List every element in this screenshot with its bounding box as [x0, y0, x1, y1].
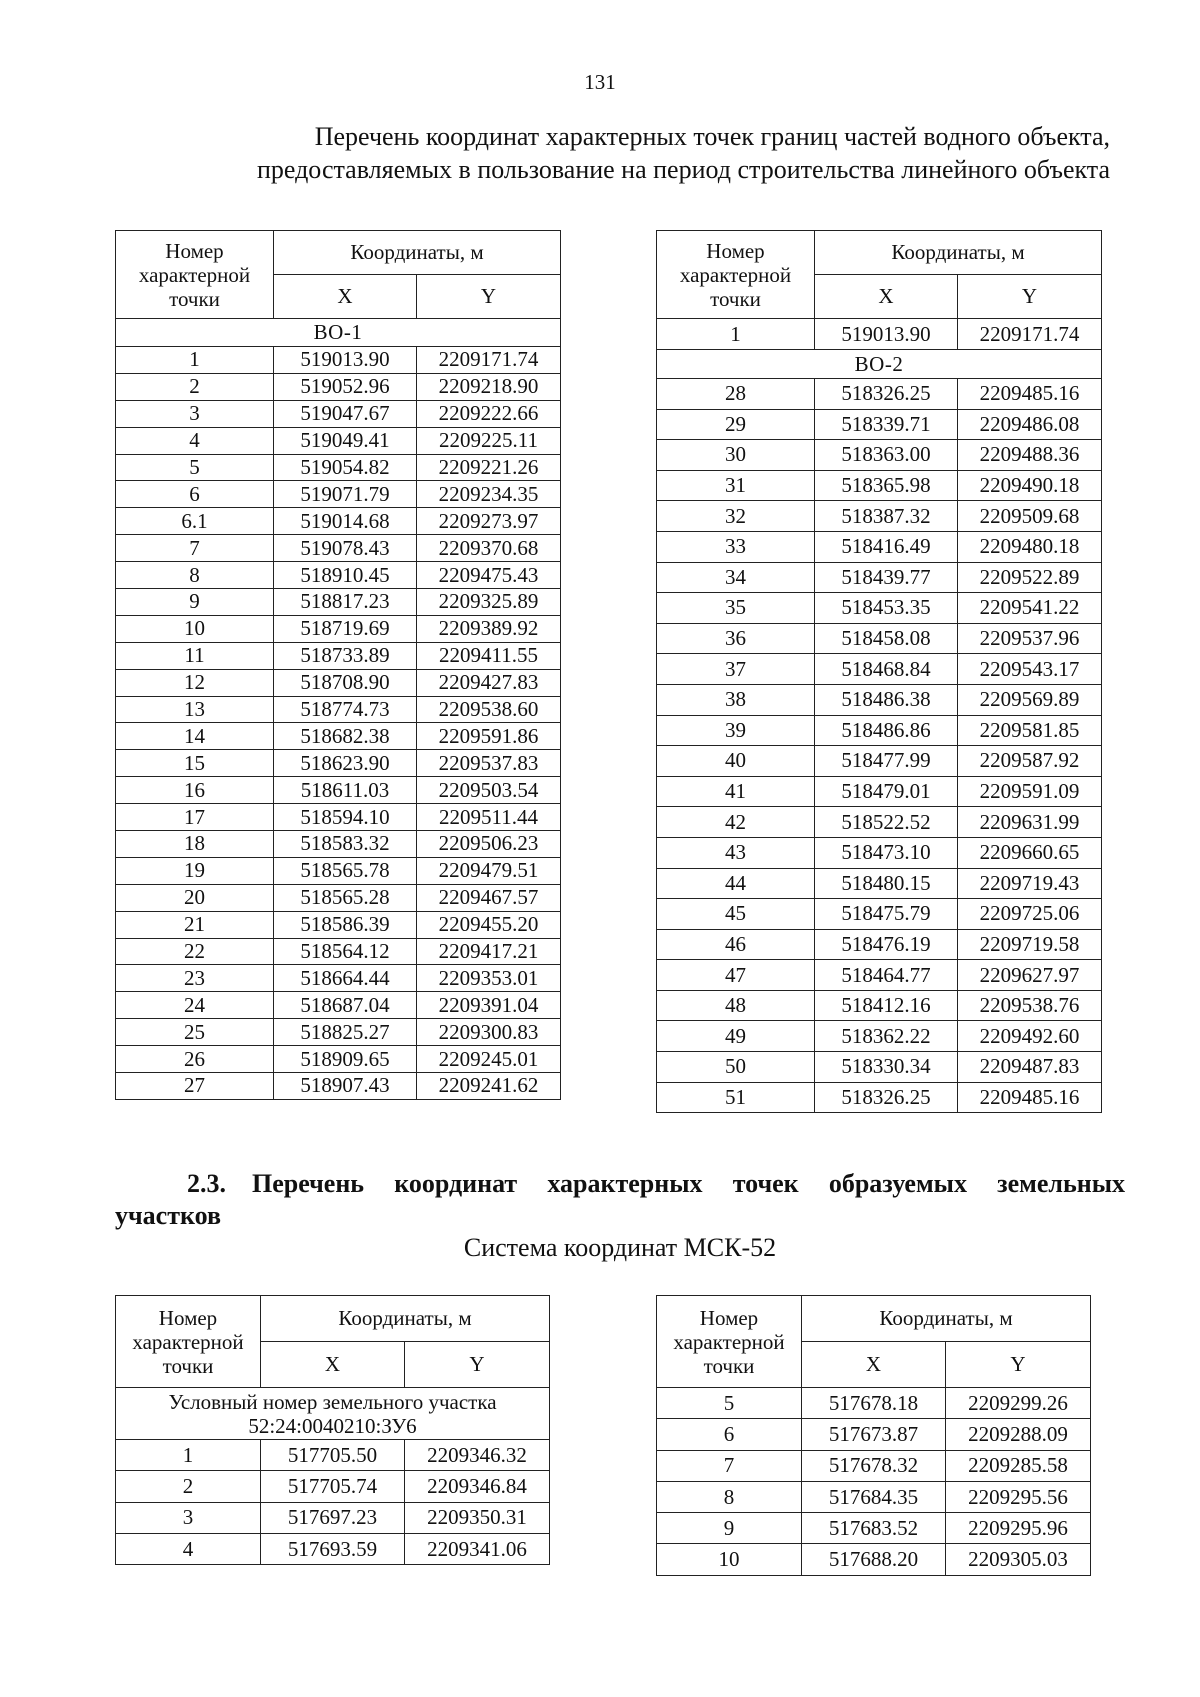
cell-x: 518475.79	[815, 899, 958, 930]
cell-y: 2209541.22	[958, 593, 1102, 624]
cell-y: 2209719.58	[958, 929, 1102, 960]
cell-y: 2209660.65	[958, 837, 1102, 868]
cell-y: 2209245.01	[417, 1046, 561, 1073]
cell-point: 21	[116, 911, 274, 938]
cell-point: 30	[657, 440, 815, 471]
cell-x: 519013.90	[815, 319, 958, 350]
cell-point: 32	[657, 501, 815, 532]
cell-point: 51	[657, 1082, 815, 1113]
cell-x: 517693.59	[261, 1533, 405, 1564]
cell-point: 1	[116, 1440, 261, 1471]
table-row	[657, 899, 1102, 930]
cell-point: 31	[657, 470, 815, 501]
cell-point: 15	[116, 750, 274, 777]
coordinates-table-vo1	[115, 230, 561, 1100]
section-heading-line-1: Перечень координат характерных точек образуемых земельных	[252, 1169, 1125, 1198]
table-row	[657, 1481, 1091, 1512]
cell-x: 518473.10	[815, 837, 958, 868]
cell-x: 518586.39	[274, 911, 417, 938]
cell-x: 518733.89	[274, 642, 417, 669]
cell-x: 518910.45	[274, 562, 417, 589]
cell-x: 518687.04	[274, 992, 417, 1019]
section-number: 2.3.	[187, 1169, 226, 1198]
cell-x: 519014.68	[274, 508, 417, 535]
group-label-vo1: ВО-1	[116, 319, 561, 347]
cell-y: 2209288.09	[946, 1419, 1091, 1450]
cell-x: 518477.99	[815, 746, 958, 777]
cell-point: 18	[116, 831, 274, 858]
cell-point: 10	[657, 1544, 802, 1575]
cell-y: 2209221.26	[417, 454, 561, 481]
cell-x: 518565.78	[274, 857, 417, 884]
cell-y: 2209569.89	[958, 684, 1102, 715]
cell-y: 2209370.68	[417, 535, 561, 562]
table-row	[116, 1019, 561, 1046]
page-number: 131	[584, 70, 616, 94]
cell-x: 518439.77	[815, 562, 958, 593]
cell-x: 517673.87	[802, 1419, 946, 1450]
header-point-number: Номер характерной точки	[657, 1296, 802, 1388]
table-row	[116, 1471, 550, 1502]
cell-point: 50	[657, 1052, 815, 1083]
cell-point: 5	[116, 454, 274, 481]
cell-x: 518682.38	[274, 723, 417, 750]
cell-x: 518362.22	[815, 1021, 958, 1052]
cell-y: 2209222.66	[417, 400, 561, 427]
cell-x: 518326.25	[815, 1082, 958, 1113]
cell-x: 519049.41	[274, 427, 417, 454]
table-row	[657, 990, 1102, 1021]
cell-x: 517705.50	[261, 1440, 405, 1471]
table-row	[116, 481, 561, 508]
cell-y: 2209350.31	[405, 1502, 550, 1533]
section-heading-line-2: участков	[115, 1201, 222, 1230]
header-coordinates: Координаты, м	[261, 1296, 550, 1342]
table-row	[116, 454, 561, 481]
table-row	[657, 440, 1102, 471]
cell-y: 2209509.68	[958, 501, 1102, 532]
cell-x: 518522.52	[815, 807, 958, 838]
cell-x: 518825.27	[274, 1019, 417, 1046]
table-row	[657, 1388, 1091, 1419]
cell-y: 2209305.03	[946, 1544, 1091, 1575]
cell-x: 518365.98	[815, 470, 958, 501]
table-row	[116, 804, 561, 831]
table-row	[116, 427, 561, 454]
cell-point: 29	[657, 409, 815, 440]
cell-x: 518468.84	[815, 654, 958, 685]
header-coordinates: Координаты, м	[815, 231, 1102, 275]
cell-y: 2209346.32	[405, 1440, 550, 1471]
table-row	[116, 723, 561, 750]
header-coordinates: Координаты, м	[802, 1296, 1091, 1342]
table-row	[657, 746, 1102, 777]
cell-point: 7	[116, 535, 274, 562]
cell-y: 2209411.55	[417, 642, 561, 669]
cell-x: 518583.32	[274, 831, 417, 858]
cell-point: 4	[116, 427, 274, 454]
cell-x: 519047.67	[274, 400, 417, 427]
cell-point: 17	[116, 804, 274, 831]
header-point-number: Номер характерной точки	[116, 231, 274, 319]
cell-x: 518387.32	[815, 501, 958, 532]
cell-x: 518486.38	[815, 684, 958, 715]
table-row	[116, 373, 561, 400]
cell-point: 34	[657, 562, 815, 593]
cell-point: 7	[657, 1450, 802, 1481]
table-body	[657, 1388, 1091, 1576]
header-x: X	[802, 1342, 946, 1388]
cell-y: 2209506.23	[417, 831, 561, 858]
cell-point: 6.1	[116, 508, 274, 535]
cell-y: 2209719.43	[958, 868, 1102, 899]
cell-x: 519054.82	[274, 454, 417, 481]
table-row	[116, 347, 561, 374]
header-y: Y	[417, 275, 561, 319]
header-x: X	[274, 275, 417, 319]
cell-y: 2209171.74	[958, 319, 1102, 350]
cell-y: 2209486.08	[958, 409, 1102, 440]
cell-x: 518564.12	[274, 938, 417, 965]
cell-point: 43	[657, 837, 815, 868]
cell-point: 6	[116, 481, 274, 508]
cell-x: 518486.86	[815, 715, 958, 746]
cell-x: 518363.00	[815, 440, 958, 471]
cell-x: 518594.10	[274, 804, 417, 831]
table-row	[116, 750, 561, 777]
table-row	[116, 589, 561, 616]
cell-point: 10	[116, 615, 274, 642]
cell-point: 8	[116, 562, 274, 589]
cell-x: 517697.23	[261, 1502, 405, 1533]
cell-y: 2209479.51	[417, 857, 561, 884]
cell-y: 2209455.20	[417, 911, 561, 938]
table-row	[116, 1502, 550, 1533]
cell-x: 517688.20	[802, 1544, 946, 1575]
cell-x: 518464.77	[815, 960, 958, 991]
table-row	[116, 884, 561, 911]
document-title	[110, 120, 1110, 186]
cell-point: 39	[657, 715, 815, 746]
table-row	[657, 868, 1102, 899]
table-row	[116, 1440, 550, 1471]
cell-y: 2209299.26	[946, 1388, 1091, 1419]
cell-y: 2209427.83	[417, 669, 561, 696]
cell-x: 517684.35	[802, 1481, 946, 1512]
cell-x: 518907.43	[274, 1073, 417, 1100]
table-row	[116, 965, 561, 992]
cell-point: 26	[116, 1046, 274, 1073]
cell-y: 2209587.92	[958, 746, 1102, 777]
table-row	[116, 508, 561, 535]
table-row	[657, 837, 1102, 868]
cell-point: 22	[116, 938, 274, 965]
cell-y: 2209475.43	[417, 562, 561, 589]
table-row	[116, 911, 561, 938]
cell-x: 519052.96	[274, 373, 417, 400]
table-row	[657, 593, 1102, 624]
cell-y: 2209325.89	[417, 589, 561, 616]
cell-point: 6	[657, 1419, 802, 1450]
table-row	[657, 531, 1102, 562]
cell-y: 2209241.62	[417, 1073, 561, 1100]
cell-x: 518412.16	[815, 990, 958, 1021]
cell-x: 518479.01	[815, 776, 958, 807]
header-y: Y	[405, 1342, 550, 1388]
table-row	[116, 669, 561, 696]
cell-y: 2209218.90	[417, 373, 561, 400]
cell-point: 20	[116, 884, 274, 911]
cell-point: 14	[116, 723, 274, 750]
table-row	[657, 1052, 1102, 1083]
cell-point: 45	[657, 899, 815, 930]
cell-point: 1	[116, 347, 274, 374]
cell-y: 2209341.06	[405, 1533, 550, 1564]
table-row	[657, 379, 1102, 410]
cell-y: 2209285.58	[946, 1450, 1091, 1481]
cell-y: 2209234.35	[417, 481, 561, 508]
cell-x: 518339.71	[815, 409, 958, 440]
table-row	[657, 1513, 1091, 1544]
table-row	[657, 470, 1102, 501]
table-body	[116, 1440, 550, 1565]
cell-y: 2209353.01	[417, 965, 561, 992]
cell-y: 2209725.06	[958, 899, 1102, 930]
header-coordinates: Координаты, м	[274, 231, 561, 275]
cell-point: 16	[116, 777, 274, 804]
cell-y: 2209225.11	[417, 427, 561, 454]
cell-point: 42	[657, 807, 815, 838]
cell-y: 2209503.54	[417, 777, 561, 804]
cell-y: 2209300.83	[417, 1019, 561, 1046]
cell-y: 2209295.56	[946, 1481, 1091, 1512]
table-row	[116, 831, 561, 858]
header-x: X	[815, 275, 958, 319]
cell-x: 517678.32	[802, 1450, 946, 1481]
table-row	[657, 960, 1102, 991]
header-point-number: Номер характерной точки	[657, 231, 815, 319]
cell-point: 38	[657, 684, 815, 715]
cell-point: 2	[116, 373, 274, 400]
cell-point: 3	[116, 400, 274, 427]
table-row	[657, 929, 1102, 960]
table-row	[657, 654, 1102, 685]
cell-y: 2209591.09	[958, 776, 1102, 807]
table-row	[657, 1419, 1091, 1450]
cell-y: 2209467.57	[417, 884, 561, 911]
cell-y: 2209488.36	[958, 440, 1102, 471]
table-row	[116, 857, 561, 884]
cell-y: 2209492.60	[958, 1021, 1102, 1052]
table-row	[657, 1082, 1102, 1113]
cell-x: 517705.74	[261, 1471, 405, 1502]
cell-x: 518458.08	[815, 623, 958, 654]
cell-y: 2209543.17	[958, 654, 1102, 685]
cell-point: 33	[657, 531, 815, 562]
table-row	[657, 715, 1102, 746]
cell-x: 518719.69	[274, 615, 417, 642]
header-y: Y	[958, 275, 1102, 319]
cell-point: 41	[657, 776, 815, 807]
cell-point: 19	[116, 857, 274, 884]
title-line-1: Перечень координат характерных точек границ частей водного объекта,	[314, 122, 1110, 151]
cell-y: 2209537.96	[958, 623, 1102, 654]
cell-y: 2209490.18	[958, 470, 1102, 501]
cell-point: 12	[116, 669, 274, 696]
table-row	[657, 684, 1102, 715]
cell-point: 2	[116, 1471, 261, 1502]
cell-y: 2209485.16	[958, 1082, 1102, 1113]
table-row	[657, 501, 1102, 532]
cell-point: 49	[657, 1021, 815, 1052]
cell-y: 2209389.92	[417, 615, 561, 642]
cell-point: 9	[657, 1513, 802, 1544]
table-row	[116, 562, 561, 589]
coordinates-table-vo2	[656, 230, 1102, 1113]
table-row	[116, 615, 561, 642]
table-row	[657, 562, 1102, 593]
cell-y: 2209391.04	[417, 992, 561, 1019]
cell-x: 518817.23	[274, 589, 417, 616]
cell-point: 48	[657, 990, 815, 1021]
cell-point: 37	[657, 654, 815, 685]
table-row	[116, 777, 561, 804]
cell-point: 44	[657, 868, 815, 899]
land-plot-table-right	[656, 1295, 1091, 1576]
cell-y: 2209485.16	[958, 379, 1102, 410]
cell-point: 25	[116, 1019, 274, 1046]
cell-x: 518330.34	[815, 1052, 958, 1083]
table-row	[116, 992, 561, 1019]
cell-x: 518623.90	[274, 750, 417, 777]
table-row	[657, 1450, 1091, 1481]
header-x: X	[261, 1342, 405, 1388]
cell-y: 2209581.85	[958, 715, 1102, 746]
table-row	[657, 776, 1102, 807]
table-row	[657, 1544, 1091, 1575]
cell-x: 517683.52	[802, 1513, 946, 1544]
cell-x: 519071.79	[274, 481, 417, 508]
coordinate-system-subtitle: Система координат МСК-52	[463, 1233, 777, 1262]
cell-y: 2209295.96	[946, 1513, 1091, 1544]
cell-y: 2209171.74	[417, 347, 561, 374]
cell-point: 5	[657, 1388, 802, 1419]
cell-point: 11	[116, 642, 274, 669]
cell-x: 518774.73	[274, 696, 417, 723]
table-row	[116, 1046, 561, 1073]
table-row	[657, 623, 1102, 654]
cell-x: 518565.28	[274, 884, 417, 911]
cell-point: 8	[657, 1481, 802, 1512]
cell-x: 519013.90	[274, 347, 417, 374]
table-row	[657, 1021, 1102, 1052]
cell-y: 2209417.21	[417, 938, 561, 965]
cell-y: 2209537.83	[417, 750, 561, 777]
cell-y: 2209627.97	[958, 960, 1102, 991]
cell-x: 518480.15	[815, 868, 958, 899]
cell-point: 35	[657, 593, 815, 624]
table-row	[657, 319, 1102, 350]
cell-x: 518611.03	[274, 777, 417, 804]
cell-x: 519078.43	[274, 535, 417, 562]
cell-y: 2209591.86	[417, 723, 561, 750]
cell-y: 2209511.44	[417, 804, 561, 831]
cell-x: 517678.18	[802, 1388, 946, 1419]
table-row	[116, 642, 561, 669]
cell-x: 518476.19	[815, 929, 958, 960]
cell-point: 9	[116, 589, 274, 616]
table-row	[116, 938, 561, 965]
cell-point: 4	[116, 1533, 261, 1564]
cell-point: 3	[116, 1502, 261, 1533]
table-row	[116, 696, 561, 723]
cell-y: 2209273.97	[417, 508, 561, 535]
cell-point: 46	[657, 929, 815, 960]
cell-point: 28	[657, 379, 815, 410]
header-point-number: Номер характерной точки	[116, 1296, 261, 1388]
table-body	[657, 379, 1102, 1113]
cell-y: 2209538.60	[417, 696, 561, 723]
cell-x: 518453.35	[815, 593, 958, 624]
header-y: Y	[946, 1342, 1091, 1388]
table-row	[116, 1533, 550, 1564]
table-row	[657, 807, 1102, 838]
cell-point: 23	[116, 965, 274, 992]
cell-point: 1	[657, 319, 815, 350]
group-label-vo2: ВО-2	[657, 350, 1102, 379]
section-heading	[115, 1168, 1125, 1232]
title-line-2: предоставляемых в пользование на период строительства линейного объекта	[256, 155, 1110, 184]
table-row	[116, 400, 561, 427]
cell-x: 518708.90	[274, 669, 417, 696]
table-row	[657, 409, 1102, 440]
cell-y: 2209538.76	[958, 990, 1102, 1021]
table-row	[116, 1073, 561, 1100]
cell-point: 13	[116, 696, 274, 723]
cell-y: 2209487.83	[958, 1052, 1102, 1083]
cell-x: 518416.49	[815, 531, 958, 562]
table-body	[116, 347, 561, 1100]
cell-y: 2209631.99	[958, 807, 1102, 838]
cell-y: 2209480.18	[958, 531, 1102, 562]
land-plot-number: Условный номер земельного участка 52:24:0040210:ЗУ6	[116, 1388, 550, 1440]
table-row	[116, 535, 561, 562]
land-plot-table-left	[115, 1295, 550, 1565]
cell-point: 36	[657, 623, 815, 654]
cell-x: 518326.25	[815, 379, 958, 410]
cell-y: 2209346.84	[405, 1471, 550, 1502]
cell-point: 40	[657, 746, 815, 777]
cell-point: 27	[116, 1073, 274, 1100]
cell-y: 2209522.89	[958, 562, 1102, 593]
cell-x: 518909.65	[274, 1046, 417, 1073]
cell-point: 24	[116, 992, 274, 1019]
cell-x: 518664.44	[274, 965, 417, 992]
cell-point: 47	[657, 960, 815, 991]
